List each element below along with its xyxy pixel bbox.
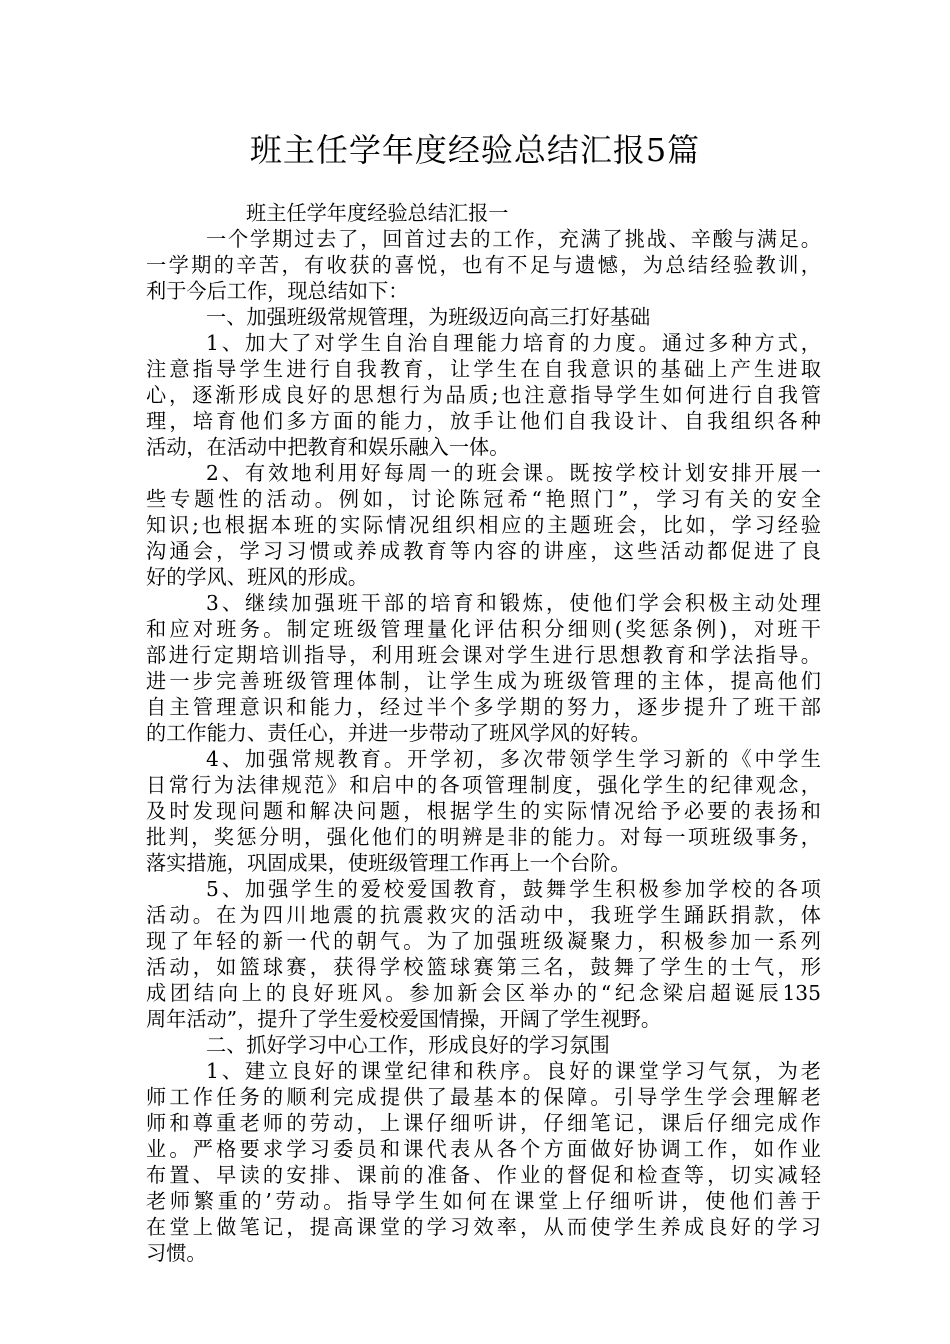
text-line: 和应对班务。制定班级管理量化评估积分细则(奖惩条例)，对班干 — [146, 617, 821, 641]
text-line: 知识;也根据本班的实际情况组织相应的主题班会，比如，学习经验 — [146, 513, 821, 537]
text-line: 现了年轻的新一代的朝气。为了加强班级凝聚力，积极参加一系列 — [146, 929, 821, 953]
text-line: 二、抓好学习中心工作，形成良好的学习氛围 — [206, 1033, 610, 1057]
text-line: 批判，奖惩分明，强化他们的明辨是非的能力。对每一项班级事务， — [146, 825, 821, 849]
text-line: 的工作能力、责任心，并进一步带动了班风学风的好转。 — [146, 721, 651, 745]
text-line: 些专题性的活动。例如，讨论陈冠希“艳照门”，学习有关的安全 — [146, 487, 821, 511]
text-line: 老师繁重的’劳动。指导学生如何在课堂上仔细听讲，使他们善于 — [146, 1189, 821, 1213]
text-line: 布置、早读的安排、课前的准备、作业的督促和检查等，切实减轻 — [146, 1163, 821, 1187]
text-line: 师和尊重老师的劳动，上课仔细听讲，仔细笔记，课后仔细完成作 — [146, 1111, 821, 1135]
document-title: 班主任学年度经验总结汇报5篇 — [249, 131, 701, 169]
text-line: 1、加大了对学生自治自理能力培育的力度。通过多种方式， — [206, 331, 821, 355]
text-line: 2、有效地利用好每周一的班会课。既按学校计划安排开展一 — [206, 461, 821, 485]
text-line: 心，逐渐形成良好的思想行为品质;也注意指导学生如何进行自我管 — [146, 383, 821, 407]
text-line: 4、加强常规教育。开学初，多次带领学生学习新的《中学生 — [206, 747, 821, 771]
text-line: 在堂上做笔记，提高课堂的学习效率，从而使学生养成良好的学习 — [146, 1215, 821, 1239]
text-line: 及时发现问题和解决问题，根据学生的实际情况给予必要的表扬和 — [146, 799, 821, 823]
text-line: 活动，在活动中把教育和娱乐融入一体。 — [146, 435, 510, 459]
text-line: 沟通会，学习习惯或养成教育等内容的讲座，这些活动都促进了良 — [146, 539, 821, 563]
text-line: 1、建立良好的课堂纪律和秩序。良好的课堂学习气氛，为老 — [206, 1059, 821, 1083]
text-line: 习惯。 — [146, 1241, 207, 1265]
text-line: 一学期的辛苦，有收获的喜悦，也有不足与遗憾，为总结经验教训， — [146, 253, 821, 277]
text-line: 师工作任务的顺利完成提供了最基本的保障。引导学生学会理解老 — [146, 1085, 821, 1109]
text-line: 3、继续加强班干部的培育和锻炼，使他们学会积极主动处理 — [206, 591, 821, 615]
text-line: 一、加强班级常规管理，为班级迈向高三打好基础 — [206, 305, 651, 329]
text-line: 周年活动”，提升了学生爱校爱国情操，开阔了学生视野。 — [146, 1007, 662, 1031]
text-line: 一个学期过去了，回首过去的工作，充满了挑战、辛酸与满足。 — [206, 227, 821, 251]
text-line: 进一步完善班级管理体制，让学生成为班级管理的主体，提高他们 — [146, 669, 821, 693]
text-line: 业。严格要求学习委员和课代表从各个方面做好协调工作，如作业 — [146, 1137, 821, 1161]
text-line: 日常行为法律规范》和启中的各项管理制度，强化学生的纪律观念， — [146, 773, 821, 797]
text-line: 注意指导学生进行自我教育，让学生在自我意识的基础上产生进取 — [146, 357, 821, 381]
text-line: 落实措施，巩固成果，使班级管理工作再上一个台阶。 — [146, 851, 631, 875]
text-line: 好的学风、班风的形成。 — [146, 565, 369, 589]
text-line: 活动，如篮球赛，获得学校篮球赛第三名，鼓舞了学生的士气，形 — [146, 955, 821, 979]
document-body — [146, 200, 821, 1266]
text-line: 理，培育他们多方面的能力，放手让他们自我设计、自我组织各种 — [146, 409, 821, 433]
text-line: 自主管理意识和能力，经过半个多学期的努力，逐步提升了班干部 — [146, 695, 821, 719]
text-line: 活动。在为四川地震的抗震救灾的活动中，我班学生踊跃捐款，体 — [146, 903, 821, 927]
text-line: 成团结向上的良好班风。参加新会区举办的“纪念梁启超诞辰135 — [146, 981, 821, 1005]
text-line: 5、加强学生的爱校爱国教育，鼓舞学生积极参加学校的各项 — [206, 877, 821, 901]
text-line: 部进行定期培训指导，利用班会课对学生进行思想教育和学法指导。 — [146, 643, 821, 667]
text-line: 利于今后工作，现总结如下： — [146, 279, 409, 303]
section-subtitle: 班主任学年度经验总结汇报一 — [246, 201, 509, 225]
